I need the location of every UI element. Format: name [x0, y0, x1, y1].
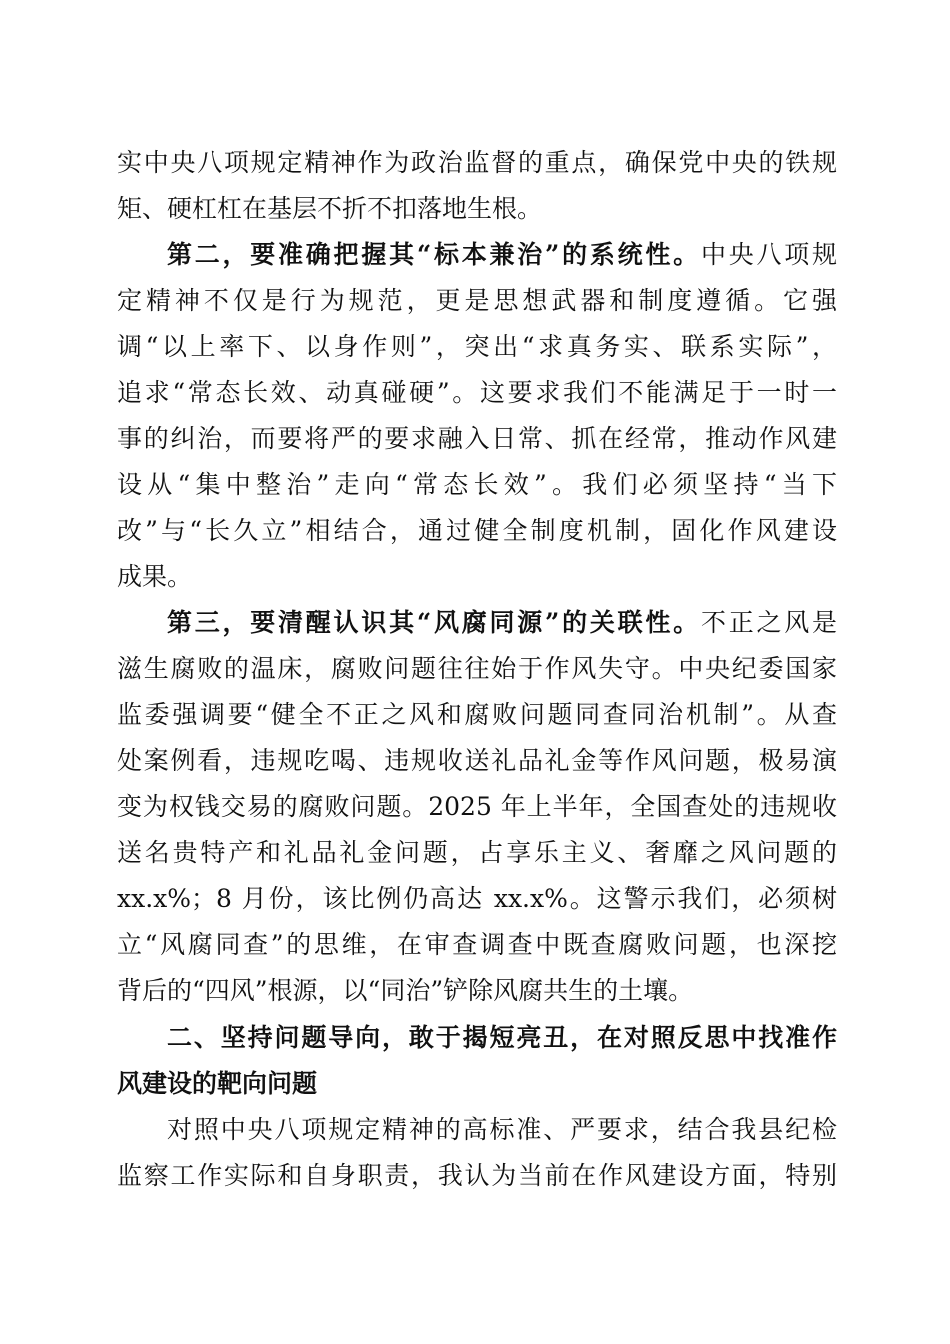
paragraph-lead-text: 第二，要准确把握其“标本兼治”的系统性。 — [167, 240, 701, 269]
body-text-line: 滋生腐败的温床，腐败问题往往始于作风失守。中央纪委国家 — [117, 654, 837, 683]
paragraph-continuation-text: 不正之风是 — [700, 608, 837, 637]
body-text-line: 变为权钱交易的腐败问题。2025 年上半年，全国查处的违规收 — [117, 792, 837, 821]
body-text-line: 成果。 — [117, 562, 193, 591]
body-text-line: 追求“常态长效、动真碰硬”。这要求我们不能满足于一时一 — [117, 378, 837, 407]
body-text-line: 监委强调要“健全不正之风和腐败问题同查同治机制”。从查 — [117, 700, 837, 729]
body-text-line: 监察工作实际和自身职责，我认为当前在作风建设方面，特别 — [117, 1161, 837, 1190]
body-text-line: 调“以上率下、以身作则”，突出“求真务实、联系实际”， — [117, 332, 837, 361]
body-text-line: xx.x%；8 月份，该比例仍高达 xx.x%。这警示我们，必须树 — [117, 884, 837, 913]
body-text-line: 定精神不仅是行为规范，更是思想武器和制度遵循。它强 — [117, 286, 837, 315]
body-text-line: 矩、硬杠杠在基层不折不扣落地生根。 — [117, 194, 543, 223]
section-heading-line: 风建设的靶向问题 — [117, 1069, 318, 1098]
body-text-line: 对照中央八项规定精神的高标准、严要求，结合我县纪检 — [167, 1115, 837, 1144]
body-text-line: 立“风腐同查”的思维，在审查调查中既查腐败问题，也深挖 — [117, 930, 837, 959]
paragraph-lead-line — [167, 235, 837, 275]
section-heading-line: 二、坚持问题导向，敢于揭短亮丑，在对照反思中找准作 — [167, 1023, 837, 1052]
body-text-line: 改”与“长久立”相结合，通过健全制度机制，固化作风建设 — [117, 516, 837, 545]
paragraph-continuation-text: 中央八项规 — [700, 240, 837, 269]
paragraph-lead-text: 第三，要清醒认识其“风腐同源”的关联性。 — [167, 608, 701, 637]
body-text-line: 设从“集中整治”走向“常态长效”。我们必须坚持“当下 — [117, 470, 837, 499]
body-text-line: 事的纠治，而要将严的要求融入日常、抓在经常，推动作风建 — [117, 424, 837, 453]
body-text-line: 背后的“四风”根源，以“同治”铲除风腐共生的土壤。 — [117, 976, 694, 1005]
body-text-line: 实中央八项规定精神作为政治监督的重点，确保党中央的铁规 — [117, 148, 837, 177]
body-text-line: 处案例看，违规吃喝、违规收送礼品礼金等作风问题，极易演 — [117, 746, 837, 775]
body-text-line: 送名贵特产和礼品礼金问题，占享乐主义、奢靡之风问题的 — [117, 838, 837, 867]
paragraph-lead-line — [167, 603, 837, 643]
